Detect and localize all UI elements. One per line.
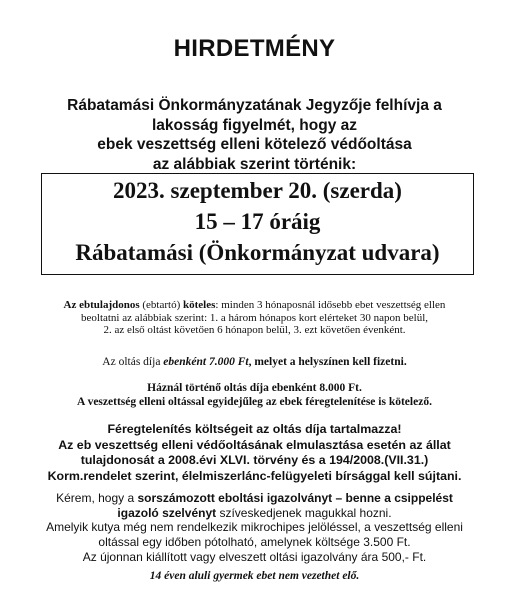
request-rest: szíveskedjenek magukkal hozni. xyxy=(216,505,392,520)
obligation-word: köteles xyxy=(183,299,216,311)
owner-label: Az ebtulajdonos xyxy=(63,299,140,311)
certificate-request-paragraph xyxy=(0,491,509,565)
request-line xyxy=(0,506,509,521)
owner-obligation-paragraph xyxy=(0,299,509,337)
owner-obligation-line: beoltatni az alábbiak szerint: 1. a három hónapos kort elérteket 30 napon belül, xyxy=(81,311,428,324)
request-bold: igazoló szelvényt xyxy=(117,505,217,520)
intro-paragraph xyxy=(0,96,509,174)
intro-line: lakosság figyelmét, hogy az xyxy=(151,116,357,134)
deworming-line: A veszettség elleni oltással egyidejűleg az ebek féregtelenítése is kötelező. xyxy=(77,396,432,408)
owner-line-rest: : minden 3 hónaposnál idősebb ebet veszettség ellen xyxy=(215,299,446,311)
event-date: 2023. szeptember 20. (szerda) xyxy=(113,178,402,203)
certificate-price-line: Az újonnan kiállított vagy elveszett oltási igazolvány ára 500,- Ft. xyxy=(82,549,427,564)
notice-line: Korm.rendelet szerint, élelmiszerlánc-felügyeleti bírsággal kell sújtani. xyxy=(47,469,462,484)
request-bold: sorszámozott eboltási igazolványt – benne a csippelést xyxy=(137,491,453,505)
microchip-line: Amelyik kutya még nem rendelkezik mikrochipes jelöléssel, a veszettség elleni xyxy=(46,520,463,535)
notice-line: Az eb veszettség elleni védőoltásának elmulasztása esetén az állat xyxy=(58,437,451,452)
event-time: 15 – 17 óráig xyxy=(194,209,321,234)
fee-line xyxy=(0,356,509,368)
request-line xyxy=(0,491,509,506)
event-place: Rábatamási (Önkormányzat udvara) xyxy=(75,240,440,265)
notice-line: tulajdonosát a 2008.évi XLVI. törvény és a 194/2008.(VII.31.) xyxy=(80,453,429,468)
microchip-cost-line: oltással egy időben pótolható, amelynek költsége 3.500 Ft. xyxy=(98,535,411,550)
footer-note: 14 éven aluli gyermek ebet nem vezethet elő. xyxy=(149,570,360,582)
fee-prefix: Az oltás díja xyxy=(102,356,164,368)
intro-line: ebek veszettség elleni kötelező védőoltása xyxy=(97,136,412,153)
home-vaccination-line: Háznál történő oltás díja ebenként 8.000 Ft. xyxy=(147,382,362,394)
fee-suffix: , melyet a helyszínen kell fizetni. xyxy=(248,356,407,368)
fee-amount: ebenként 7.000 Ft xyxy=(163,356,249,368)
owner-obligation-line xyxy=(0,299,509,312)
owner-paren: (ebtartó) xyxy=(139,299,184,311)
penalty-notice xyxy=(0,422,509,485)
event-details-box xyxy=(41,173,474,275)
home-vaccination-paragraph xyxy=(0,381,509,409)
intro-line: az alábbiak szerint történik: xyxy=(152,155,357,173)
intro-line: Rábatamási Önkormányzatának Jegyzője felhívja a xyxy=(67,97,442,114)
document-title: HIRDETMÉNY xyxy=(173,35,336,62)
owner-obligation-line: 2. az első oltást követően 6 hónapon belül, 3. ezt követően évenként. xyxy=(103,324,406,336)
notice-line: Féregtelenítés költségeit az oltás díja tartalmazza! xyxy=(107,422,402,436)
request-prefix: Kérem, hogy a xyxy=(56,491,138,505)
